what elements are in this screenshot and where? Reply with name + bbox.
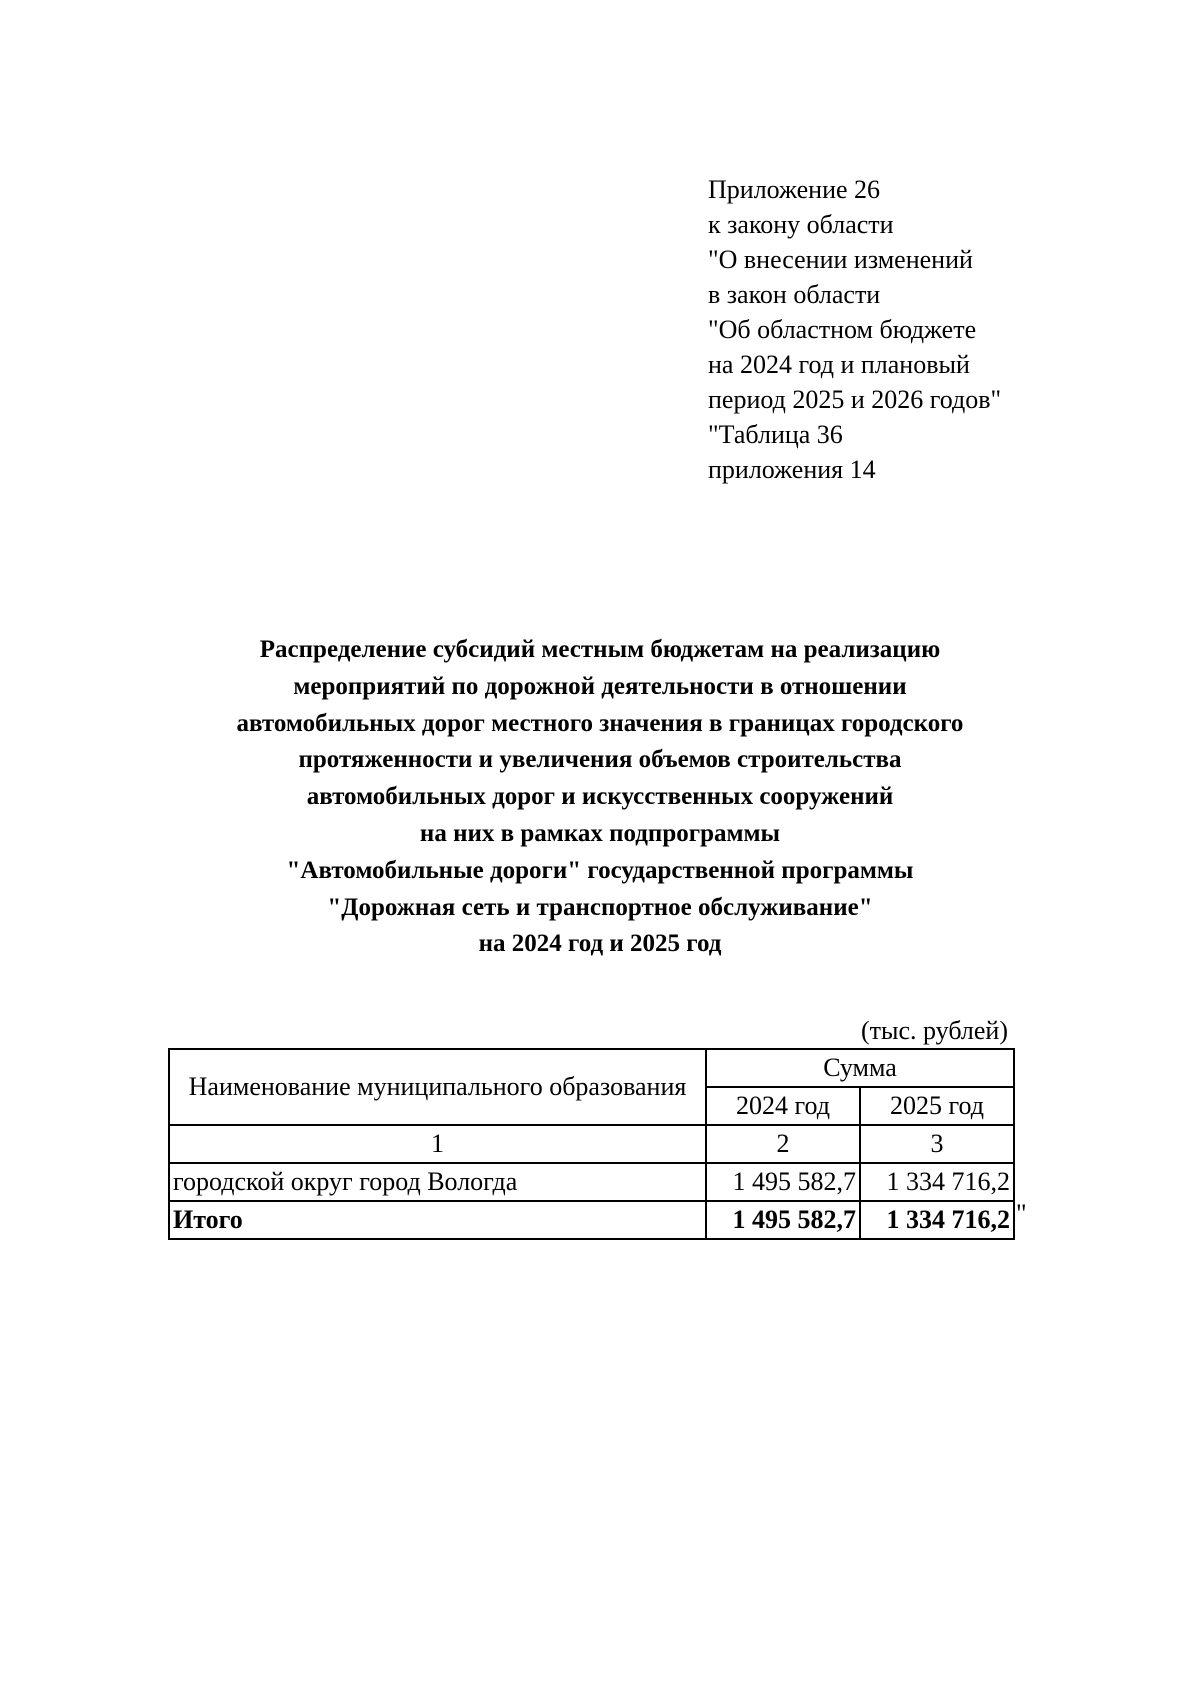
column-numbers-row [169,1125,1014,1163]
total-2024: 1 495 582,7 [706,1201,860,1239]
appendix-line: Приложение 26 [708,175,881,204]
amount-2024: 1 495 582,7 [706,1163,860,1201]
header-name-cell: Наименование муниципального образования [169,1049,706,1125]
column-number: 2 [706,1125,860,1163]
municipality-name: городской округ город Вологда [169,1163,706,1201]
appendix-line: "О внесении изменений [708,245,973,274]
header-year-2024: 2024 год [706,1087,860,1125]
total-label: Итого [169,1201,706,1239]
title-line: автомобильных дорог местного значения в границах городского [236,709,964,737]
title-line: мероприятий по дорожной деятельности в отношении [293,672,907,700]
document-title [120,632,1080,963]
title-line: "Дорожная сеть и транспортное обслуживание" [327,893,873,921]
title-line: автомобильных дорог и искусственных сооружений [306,783,894,811]
appendix-line: приложения 14 [708,455,876,484]
subsidy-table [168,1048,1015,1240]
total-row [169,1201,1014,1239]
column-number: 3 [860,1125,1014,1163]
header-sum-cell: Сумма [706,1049,1014,1087]
appendix-line: "Об областном бюджете [708,315,977,344]
title-line: на 2024 год и 2025 год [478,930,722,958]
appendix-line: к закону области [708,210,894,239]
total-2025: 1 334 716,2 [860,1201,1014,1239]
closing-quote: " [1016,1199,1027,1228]
appendix-line: на 2024 год и плановый [708,350,970,379]
table-row [169,1163,1014,1201]
title-line: протяженности и увеличения объемов строительства [298,746,902,774]
appendix-line: в закон области [708,280,881,309]
appendix-block [708,172,1001,487]
appendix-line: период 2025 и 2026 годов" [708,385,1002,414]
appendix-line: "Таблица 36 [708,420,843,449]
units-label: (тыс. рублей) [860,1016,1008,1045]
title-line: Распределение субсидий местным бюджетам на реализацию [259,636,941,663]
header-year-2025: 2025 год [860,1087,1014,1125]
column-number: 1 [169,1125,706,1163]
amount-2025: 1 334 716,2 [860,1163,1014,1201]
title-line: на них в рамках подпрограммы [419,819,781,847]
table-header-row [169,1049,1014,1087]
title-line: "Автомобильные дороги" государственной программы [286,856,914,884]
